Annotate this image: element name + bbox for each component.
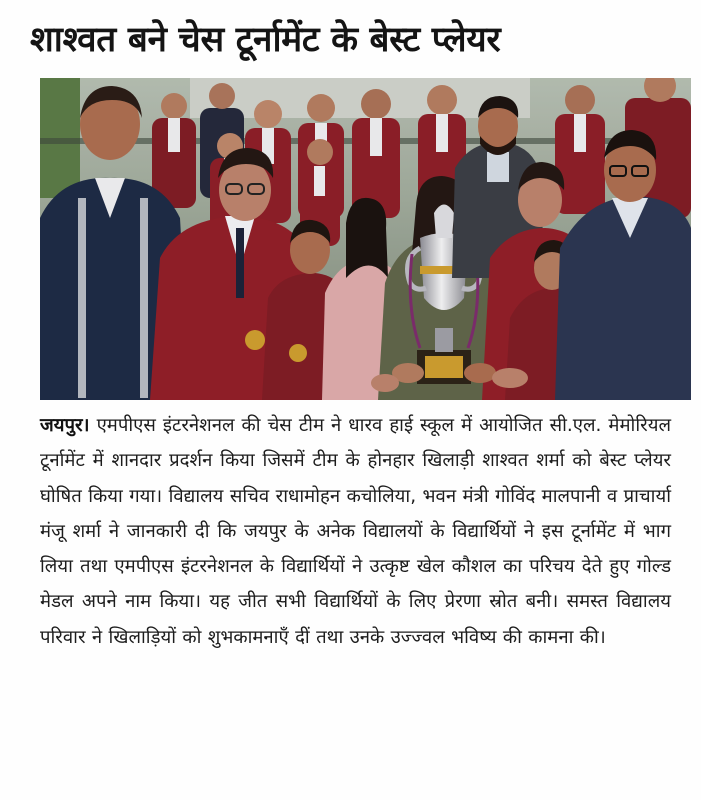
article-body bbox=[40, 408, 671, 788]
news-photo bbox=[40, 78, 691, 400]
article-text: एमपीएस इंटरनेशनल की चेस टीम ने धारव हाई स्कूल में आयोजित सी.एल. मेमोरियल टूर्नामेंट में शानदार प्रदर्शन किया जिसमें टीम के होनहार खिलाड़ी शाश्वत शर्मा को बेस्ट प्लेयर घोषित किया गया। विद्यालय सचिव राधामोहन कचोलिया, भवन मंत्री गोविंद मालपानी व प्राचार्या मंजू शर्मा ने जानकारी दी कि जयपुर के अनेक विद्यालयों के विद्यार्थियों ने इस टूर्नामेंट में भाग लिया तथा एमपीएस इंटरनेशनल के विद्यार्थियों ने उत्कृष्ट खेल कौशल का परिचय देते हुए गोल्ड मेडल अपने नाम किया। यह जीत सभी विद्यार्थियों के लिए प्रेरणा स्रोत बनी। समस्त विद्यालय परिवार ने खिलाड़ियों को शुभकामनाएँ दीं तथा उनके उज्ज्वल भविष्य की कामना की। bbox=[40, 415, 671, 648]
dateline: जयपुर। bbox=[40, 415, 90, 436]
headline: शाश्वत बने चेस टूर्नामेंट के बेस्ट प्लेयर bbox=[30, 20, 501, 60]
photo-illustration bbox=[40, 78, 691, 400]
